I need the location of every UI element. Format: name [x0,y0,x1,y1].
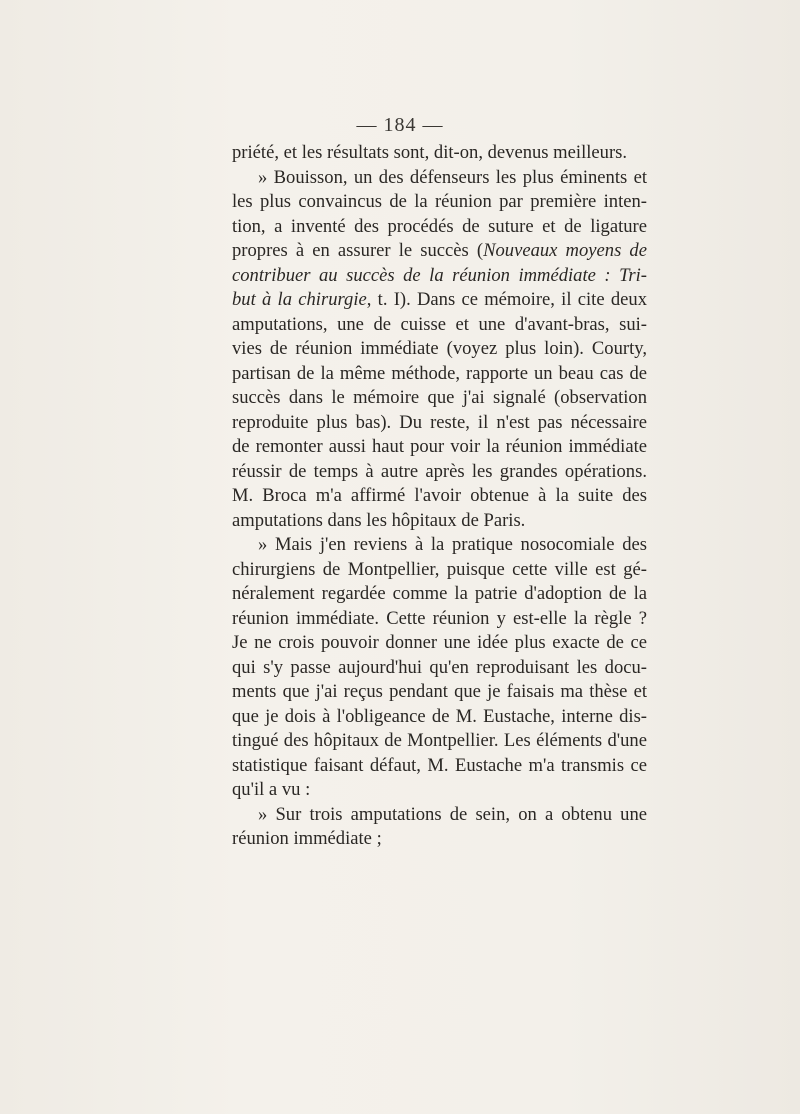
text-line: amputations, une de cuisse et une d'avant-bras, sui- [232,313,647,335]
text-line: vies de réunion immédiate (voyez plus loin). Courty, [232,338,647,359]
text-line: réussir de temps à autre après les grandes opérations. [232,460,647,482]
text-line: priété, et les résultats sont, dit-on, devenus meilleurs. [232,142,628,163]
text-line: » Mais j'en reviens à la pratique nosocomiale des [258,534,647,555]
page-number: — 184 — [356,114,444,136]
text-line: Je ne crois pouvoir donner une idée plus exacte de ce [232,632,647,653]
text-line: chirurgiens de Montpellier, puisque cette ville est gé- [232,558,647,580]
italic-text: but à la chirurgie [232,289,367,310]
text-line: néralement regardée comme la patrie d'adoption de la [232,583,647,604]
text-line: » Bouisson, un des défenseurs les plus éminents et [258,166,647,188]
text-line: reproduite plus bas). Du reste, il n'est pas nécessaire [232,411,647,433]
text-line: réunion immédiate ; [232,828,382,849]
text-line: qui s'y passe aujourd'hui qu'en reproduisant les docu- [232,656,647,678]
text-line: de remonter aussi haut pour voir la réunion immédiate [232,436,647,457]
text-line: succès dans le mémoire que j'ai signalé (observation [232,387,647,408]
italic-text: Nouveaux moyens de [483,240,647,261]
text-line: statistique faisant défaut, M. Eustache m'a transmis ce [232,754,647,776]
text-line: tion, a inventé des procédés de suture et de ligature [232,215,647,237]
text-line: réunion immédiate. Cette réunion y est-elle la règle ? [232,607,647,629]
text-line [232,239,647,264]
text-line [232,288,647,313]
text-line: ments que j'ai reçus pendant que je faisais ma thèse et [232,681,647,702]
text-line: les plus convaincus de la réunion par première inten- [232,191,647,212]
text-line: » Sur trois amputations de sein, on a obtenu une [258,803,647,825]
text-line: que je dois à l'obligeance de M. Eustache, interne dis- [232,705,647,727]
text-line: amputations dans les hôpitaux de Paris. [232,509,526,531]
text-line [232,264,647,289]
italic-text: contribuer au succès de la réunion immédiate : Tri- [232,264,647,286]
text-span: , t. I). Dans ce mémoire, il cite deux [366,289,647,310]
text-span: propres à en assurer le succès ( [232,240,484,261]
text-line: tingué des hôpitaux de Montpellier. Les éléments d'une [232,730,647,751]
text-line: partisan de la même méthode, rapporte un beau cas de [232,362,647,384]
text-line: M. Broca m'a affirmé l'avoir obtenue à la suite des [232,485,647,506]
body-text [232,141,647,852]
text-line: qu'il a vu : [232,779,311,800]
